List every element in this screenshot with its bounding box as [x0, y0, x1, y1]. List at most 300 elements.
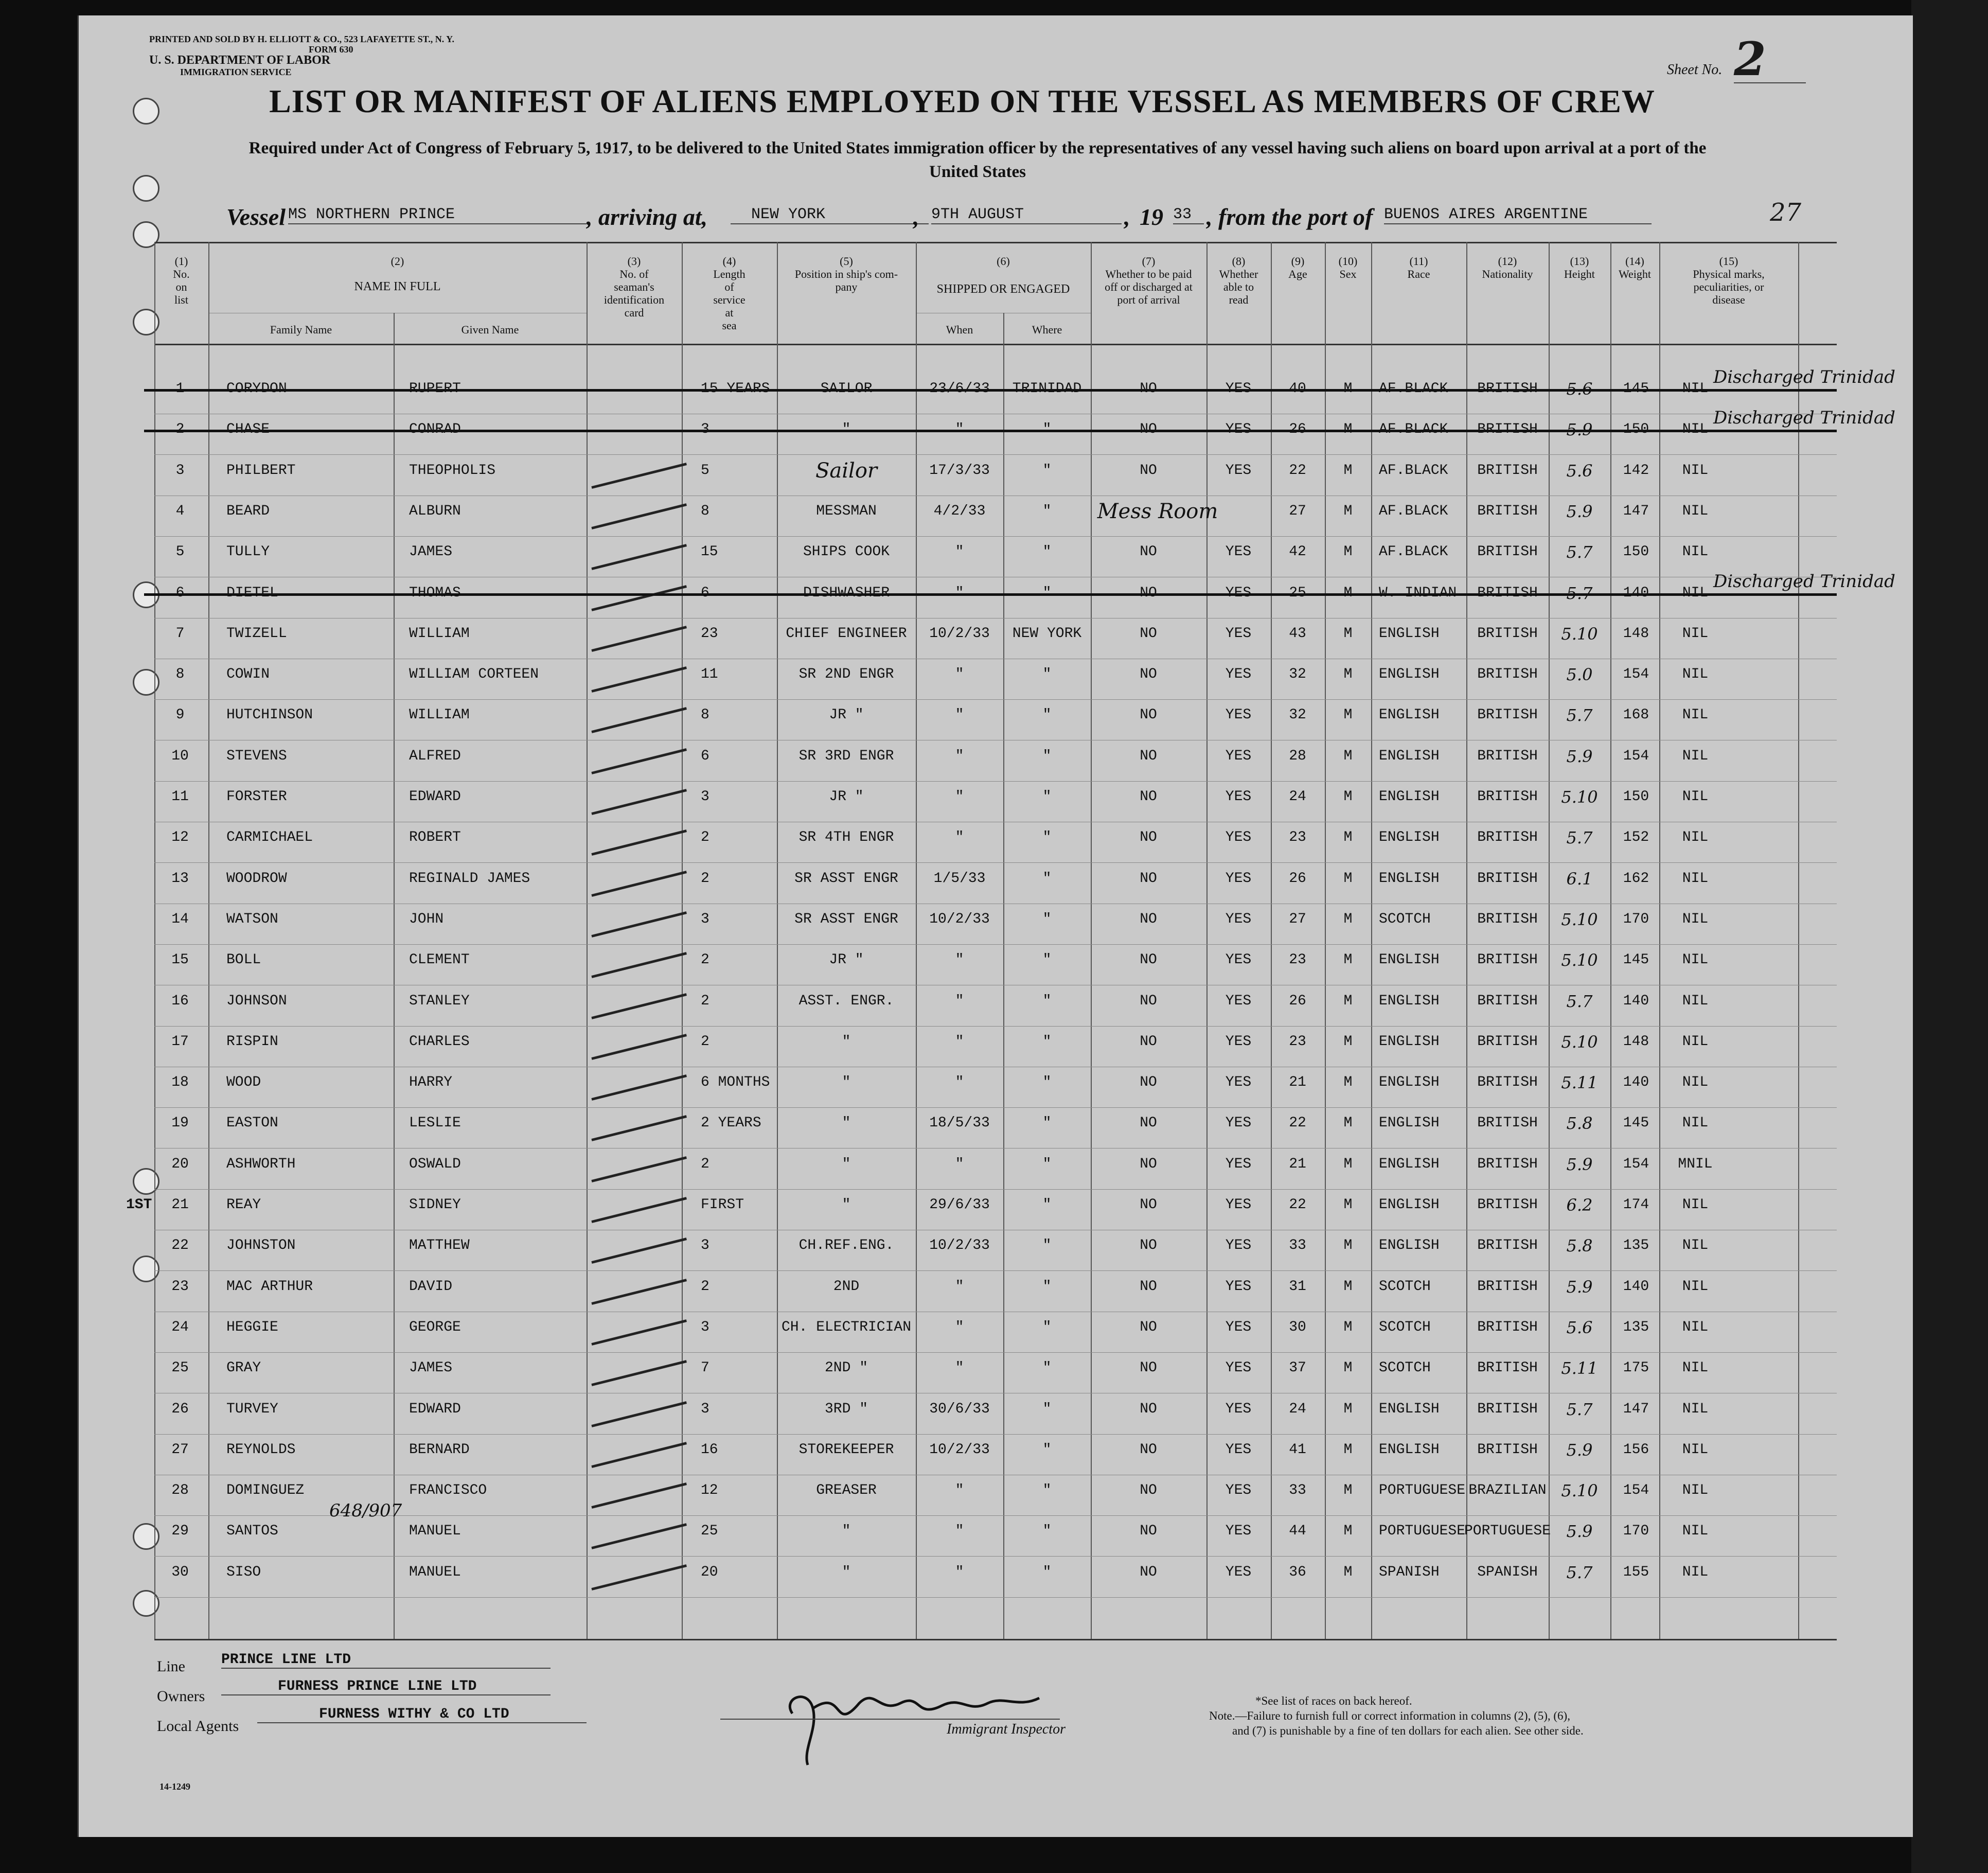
cell-given-name: EDWARD [409, 789, 461, 805]
row-rule [154, 1270, 1837, 1271]
cell-no: 12 [171, 829, 189, 845]
cell-weight: 147 [1623, 503, 1649, 519]
cell-paid-off: NO [1140, 789, 1157, 805]
cell-race: ENGLISH [1379, 1197, 1440, 1213]
cell-family-name: ASHWORTH [226, 1156, 296, 1172]
cell-given-name: REGINALD JAMES [409, 871, 530, 887]
cell-where: " [1042, 1401, 1052, 1417]
row-rule [154, 1434, 1837, 1435]
cell-when: " [955, 993, 964, 1009]
cell-nationality: BRITISH [1477, 626, 1538, 642]
cell-service: 25 [701, 1523, 718, 1539]
cell-marks: NIL [1682, 952, 1709, 968]
cell-race: PORTUGUESE [1379, 1482, 1466, 1498]
cell-when: 10/2/33 [929, 626, 990, 642]
cell-nationality: BRITISH [1477, 1401, 1538, 1417]
cell-given-name: STANLEY [409, 993, 470, 1009]
cell-where: " [1042, 911, 1052, 927]
cell-no: 20 [171, 1156, 189, 1172]
cell-service: 6 [701, 748, 709, 764]
cell-when: " [955, 789, 964, 805]
col-header-paid-off: (7) Whether to be paid off or discharged at port of arrival [1105, 255, 1193, 306]
cell-paid-off: NO [1140, 829, 1157, 845]
cell-height: 5.9 [1566, 1277, 1593, 1297]
cell-race: ENGLISH [1379, 993, 1440, 1009]
cell-sex: M [1343, 1279, 1353, 1295]
cell-race: ENGLISH [1379, 1156, 1440, 1172]
cell-no: 26 [171, 1401, 189, 1417]
department-label: U. S. DEPARTMENT OF LABOR [149, 54, 331, 67]
cell-given-name: WILLIAM CORTEEN [409, 666, 539, 682]
cell-sex: M [1343, 748, 1353, 764]
cell-weight: 170 [1623, 1523, 1649, 1539]
column-rule [587, 242, 588, 1639]
cell-nationality: BRITISH [1477, 829, 1538, 845]
cell-marks: NIL [1682, 1074, 1709, 1090]
row-rule [154, 618, 1837, 619]
cell-paid-off: NO [1140, 707, 1157, 723]
cell-where: " [1042, 544, 1052, 560]
cell-weight: 140 [1623, 1074, 1649, 1090]
cell-given-name: OSWALD [409, 1156, 461, 1172]
cell-paid-off: NO [1140, 871, 1157, 887]
row-rule [154, 1026, 1837, 1027]
cell-position: SR 2ND ENGR [798, 666, 894, 682]
cell-no: 10 [171, 748, 189, 764]
cell-sex: M [1343, 503, 1353, 519]
cell-weight: 150 [1623, 789, 1649, 805]
cell-given-name: HARRY [409, 1074, 453, 1090]
cell-given-name: MATTHEW [409, 1238, 470, 1253]
scan-edge [1911, 0, 1988, 1873]
cell-paid-off: NO [1140, 1564, 1157, 1580]
cell-family-name: PHILBERT [226, 463, 296, 479]
cell-nationality: SPANISH [1477, 1564, 1538, 1580]
cell-family-name: BOLL [226, 952, 261, 968]
cell-family-name: BEARD [226, 503, 270, 519]
cell-position: " [842, 1156, 851, 1172]
cell-service: 5 [701, 463, 709, 479]
cell-read: YES [1225, 1034, 1252, 1050]
col-header-race: (11) Race [1407, 255, 1430, 280]
binder-hole [133, 669, 159, 696]
cell-where: " [1042, 1238, 1052, 1253]
cell-height: 6.1 [1566, 869, 1593, 889]
cell-family-name: JOHNSTON [226, 1238, 296, 1253]
cell-service: 23 [701, 626, 718, 642]
cell-paid-off: NO [1140, 1360, 1157, 1376]
cell-paid-off: NO [1140, 1115, 1157, 1131]
cell-sex: M [1343, 829, 1353, 845]
cell-position: JR " [829, 789, 864, 805]
cell-age: 33 [1289, 1482, 1306, 1498]
departure-port: BUENOS AIRES ARGENTINE [1384, 206, 1652, 224]
cell-sex: M [1343, 1238, 1353, 1253]
cell-when: " [955, 829, 964, 845]
cell-height: 5.7 [1566, 542, 1593, 562]
cell-position: SR 4TH ENGR [798, 829, 894, 845]
vessel-label: Vessel [226, 204, 286, 230]
discharge-remark: Discharged Trinidad [1713, 571, 1895, 592]
cell-paid-off: NO [1140, 1197, 1157, 1213]
cell-no: 13 [171, 871, 189, 887]
cell-marks: NIL [1682, 1482, 1709, 1498]
cell-sex: M [1343, 1156, 1353, 1172]
cell-position: JR " [829, 707, 864, 723]
cell-age: 24 [1289, 789, 1306, 805]
col-header-nationality: (12) Nationality [1482, 255, 1533, 280]
table-header-rule [154, 344, 1837, 345]
arrival-port: NEW YORK [731, 206, 929, 224]
cell-service: 16 [701, 1442, 718, 1458]
cell-position: SR 3RD ENGR [798, 748, 894, 764]
cell-where: " [1042, 1074, 1052, 1090]
column-rule [1091, 242, 1092, 1639]
cell-given-name: ROBERT [409, 829, 461, 845]
cell-nationality: BRITISH [1477, 463, 1538, 479]
cell-weight: 152 [1623, 829, 1649, 845]
cell-nationality: BRITISH [1477, 707, 1538, 723]
cell-paid-off: NO [1140, 1034, 1157, 1050]
cell-marks: NIL [1682, 829, 1709, 845]
handwritten-note: 648/907 [329, 1500, 402, 1521]
cell-race: AF.BLACK [1379, 544, 1448, 560]
binder-hole [133, 1523, 159, 1550]
cell-position: SHIPS COOK [803, 544, 890, 560]
row-rule [154, 699, 1837, 700]
cell-no: 14 [171, 911, 189, 927]
line-value: PRINCE LINE LTD [221, 1652, 551, 1669]
cell-marks: NIL [1682, 993, 1709, 1009]
cell-service: 12 [701, 1482, 718, 1498]
cell-family-name: REYNOLDS [226, 1442, 296, 1458]
cell-service: 8 [701, 503, 709, 519]
cell-sex: M [1343, 1564, 1353, 1580]
cell-nationality: BRITISH [1477, 1238, 1538, 1253]
cell-service: 3 [701, 1401, 709, 1417]
cell-no: 15 [171, 952, 189, 968]
cell-family-name: MAC ARTHUR [226, 1279, 313, 1295]
cell-when: 29/6/33 [929, 1197, 990, 1213]
col-header-service: (4) Length of service at sea [713, 255, 745, 332]
cell-service: 3 [701, 1238, 709, 1253]
cell-nationality: BRITISH [1477, 544, 1538, 560]
cell-read: YES [1225, 707, 1252, 723]
cell-read: YES [1225, 626, 1252, 642]
cell-age: 33 [1289, 1238, 1306, 1253]
cell-family-name: JOHNSON [226, 993, 287, 1009]
cell-read: YES [1225, 1360, 1252, 1376]
cell-read: YES [1225, 1442, 1252, 1458]
cell-weight: 162 [1623, 871, 1649, 887]
year-value: 33 [1173, 206, 1204, 224]
cell-race: SPANISH [1379, 1564, 1440, 1580]
col-header-sex: (10) Sex [1338, 255, 1358, 280]
cell-paid-off: NO [1140, 911, 1157, 927]
cell-where: " [1042, 1442, 1052, 1458]
cell-weight: 145 [1623, 952, 1649, 968]
cell-when: 10/2/33 [929, 911, 990, 927]
cell-given-name: GEORGE [409, 1319, 461, 1335]
cell-where: " [1042, 1197, 1052, 1213]
cell-age: 30 [1289, 1319, 1306, 1335]
cell-sex: M [1343, 463, 1353, 479]
col-header-family: Family Name [270, 323, 332, 336]
row-rule [154, 1352, 1837, 1353]
cell-age: 27 [1289, 503, 1306, 519]
cell-age: 23 [1289, 1034, 1306, 1050]
cell-nationality: BRITISH [1477, 789, 1538, 805]
cell-where: " [1042, 707, 1052, 723]
cell-height: 6.2 [1566, 1195, 1593, 1215]
cell-family-name: SISO [226, 1564, 261, 1580]
cell-position: 2ND [833, 1279, 860, 1295]
cell-weight: 154 [1623, 666, 1649, 682]
cell-when: " [955, 1279, 964, 1295]
column-rule [916, 242, 917, 1639]
cell-nationality: BRITISH [1477, 503, 1538, 519]
cell-marks: NIL [1682, 1523, 1709, 1539]
cell-read: YES [1225, 1523, 1252, 1539]
cell-age: 23 [1289, 952, 1306, 968]
cell-where: " [1042, 1115, 1052, 1131]
cell-height: 5.7 [1566, 705, 1593, 725]
cell-race: ENGLISH [1379, 1034, 1440, 1050]
binder-hole [133, 221, 159, 248]
cell-sex: M [1343, 871, 1353, 887]
line-label: Line [157, 1658, 185, 1675]
cell-weight: 135 [1623, 1319, 1649, 1335]
cell-where: " [1042, 463, 1052, 479]
cell-where: " [1042, 952, 1052, 968]
cell-age: 24 [1289, 1401, 1306, 1417]
row-rule [154, 454, 1837, 455]
col-header-name: NAME IN FULL [354, 280, 441, 293]
page-title: LIST OR MANIFEST OF ALIENS EMPLOYED ON THE VESSEL AS MEMBERS OF CREW [269, 83, 1655, 119]
cell-sex: M [1343, 993, 1353, 1009]
cell-nationality: BRITISH [1477, 1360, 1538, 1376]
cell-family-name: SANTOS [226, 1523, 278, 1539]
cell-read: YES [1225, 1238, 1252, 1253]
cell-where: " [1042, 1156, 1052, 1172]
table-bottom-rule [154, 1639, 1837, 1640]
cell-age: 23 [1289, 829, 1306, 845]
cell-no: 19 [171, 1115, 189, 1131]
cell-marks: NIL [1682, 911, 1709, 927]
cell-age: 22 [1289, 1197, 1306, 1213]
cell-weight: 154 [1623, 1482, 1649, 1498]
cell-paid-off: NO [1140, 666, 1157, 682]
cell-position: " [842, 1115, 851, 1131]
cell-race: SCOTCH [1379, 1360, 1431, 1376]
cell-marks: NIL [1682, 1115, 1709, 1131]
col-header-marks: (15) Physical marks, peculiarities, or disease [1693, 255, 1765, 306]
cell-given-name: ALBURN [409, 503, 461, 519]
column-rule [208, 242, 209, 1639]
binder-hole [133, 1590, 159, 1617]
cell-position: 3RD " [824, 1401, 868, 1417]
cell-marks: NIL [1682, 789, 1709, 805]
cell-age: 37 [1289, 1360, 1306, 1376]
cell-marks: NIL [1682, 1034, 1709, 1050]
cell-race: ENGLISH [1379, 952, 1440, 968]
cell-when: 4/2/33 [933, 503, 986, 519]
row-rule [154, 1107, 1837, 1108]
cell-paid-off: NO [1140, 1279, 1157, 1295]
hand-page-number: 27 [1770, 198, 1802, 227]
cell-service: 6 MONTHS [701, 1074, 770, 1090]
cell-race: ENGLISH [1379, 1238, 1440, 1253]
cell-height: 5.10 [1561, 787, 1598, 807]
cell-race: ENGLISH [1379, 1401, 1440, 1417]
cell-read: YES [1225, 993, 1252, 1009]
cell-paid-off: NO [1140, 1156, 1157, 1172]
cell-nationality: BRITISH [1477, 911, 1538, 927]
binder-hole [133, 175, 159, 202]
cell-service: 2 [701, 871, 709, 887]
cell-where: " [1042, 1360, 1052, 1376]
cell-no: 22 [171, 1238, 189, 1253]
cell-where: " [1042, 1279, 1052, 1295]
cell-service: 3 [701, 911, 709, 927]
cell-weight: 148 [1623, 1034, 1649, 1050]
cell-race: AF.BLACK [1379, 463, 1448, 479]
cell-height: 5.0 [1566, 665, 1593, 684]
cell-read: YES [1225, 1319, 1252, 1335]
cell-when: " [955, 1074, 964, 1090]
cell-age: 32 [1289, 707, 1306, 723]
cell-nationality: BRITISH [1477, 1197, 1538, 1213]
cell-no: 29 [171, 1523, 189, 1539]
cell-sex: M [1343, 1360, 1353, 1376]
cell-service: 2 [701, 952, 709, 968]
table-top-rule [154, 242, 1837, 243]
margin-note: 1ST [126, 1197, 152, 1213]
cell-race: ENGLISH [1379, 871, 1440, 887]
cell-weight: 154 [1623, 748, 1649, 764]
cell-position: STOREKEEPER [798, 1442, 894, 1458]
cell-no: 11 [171, 789, 189, 805]
cell-position: ASST. ENGR. [798, 993, 894, 1009]
cell-no: 24 [171, 1319, 189, 1335]
vessel-name: MS NORTHERN PRINCE [288, 206, 587, 224]
cell-when: " [955, 1523, 964, 1539]
cell-paid-off: NO [1140, 1482, 1157, 1498]
cell-nationality: BRAZILIAN [1468, 1482, 1547, 1498]
comma: , [1124, 204, 1130, 230]
discharge-remark: Discharged Trinidad [1713, 408, 1895, 428]
strike-through [144, 389, 1837, 392]
binder-hole [133, 98, 159, 125]
cell-position: MESSMAN [816, 503, 877, 519]
cell-no: 27 [171, 1442, 189, 1458]
cell-when: 10/2/33 [929, 1238, 990, 1253]
cell-age: 21 [1289, 1156, 1306, 1172]
cell-when: " [955, 1319, 964, 1335]
cell-family-name: WATSON [226, 911, 278, 927]
strike-through [144, 430, 1837, 432]
cell-no: 28 [171, 1482, 189, 1498]
cell-read: YES [1225, 1482, 1252, 1498]
cell-weight: 174 [1623, 1197, 1649, 1213]
cell-nationality: PORTUGUESE [1464, 1523, 1551, 1539]
cell-position: CH. ELECTRICIAN [781, 1319, 912, 1335]
cell-family-name: COWIN [226, 666, 270, 682]
cell-marks: MNIL [1678, 1156, 1713, 1172]
cell-service: FIRST [701, 1197, 744, 1213]
cell-age: 43 [1289, 626, 1306, 642]
printer-line: PRINTED AND SOLD BY H. ELLIOTT & CO., 523 LAFAYETTE ST., N. Y. [149, 34, 454, 44]
cell-family-name: DOMINGUEZ [226, 1482, 305, 1498]
cell-position: " [842, 1523, 851, 1539]
cell-read: YES [1225, 463, 1252, 479]
cell-when: 1/5/33 [933, 871, 986, 887]
cell-age: 26 [1289, 993, 1306, 1009]
cell-read: YES [1225, 1279, 1252, 1295]
cell-where: " [1042, 871, 1052, 887]
cell-position: JR " [829, 952, 864, 968]
column-rule [682, 242, 683, 1639]
cell-paid-off: NO [1140, 1238, 1157, 1253]
cell-when: " [955, 544, 964, 560]
cell-marks: NIL [1682, 1238, 1709, 1253]
cell-age: 41 [1289, 1442, 1306, 1458]
cell-when: " [955, 1360, 964, 1376]
cell-nationality: BRITISH [1477, 1279, 1538, 1295]
cell-position: GREASER [816, 1482, 877, 1498]
cell-service: 2 [701, 829, 709, 845]
cell-no: 17 [171, 1034, 189, 1050]
cell-where: " [1042, 503, 1052, 519]
owners-value: FURNESS PRINCE LINE LTD [221, 1678, 551, 1695]
col-header-engaged-num: (6) [997, 255, 1010, 268]
cell-sex: M [1343, 707, 1353, 723]
cell-marks: NIL [1682, 544, 1709, 560]
cell-where: " [1042, 1482, 1052, 1498]
binder-hole [133, 309, 159, 335]
column-rule [1325, 242, 1326, 1639]
cell-when: 30/6/33 [929, 1401, 990, 1417]
cell-marks: NIL [1682, 463, 1709, 479]
form-code: 14-1249 [159, 1781, 190, 1792]
cell-weight: 135 [1623, 1238, 1649, 1253]
cell-position: 2ND " [824, 1360, 868, 1376]
column-rule [394, 313, 395, 1639]
cell-marks: NIL [1682, 1279, 1709, 1295]
service-label: IMMIGRATION SERVICE [180, 67, 292, 77]
cell-read: YES [1225, 1564, 1252, 1580]
cell-height: 5.9 [1566, 1155, 1593, 1174]
cell-height: 5.10 [1561, 910, 1598, 929]
cell-race: SCOTCH [1379, 1279, 1431, 1295]
cell-marks: NIL [1682, 503, 1709, 519]
sheet-no-label: Sheet No. [1667, 62, 1723, 78]
cell-sex: M [1343, 544, 1353, 560]
cell-marks: NIL [1682, 707, 1709, 723]
cell-where: " [1042, 1034, 1052, 1050]
cell-weight: 155 [1623, 1564, 1649, 1580]
cell-given-name: LESLIE [409, 1115, 461, 1131]
cell-where: " [1042, 789, 1052, 805]
column-rule [1003, 313, 1004, 1639]
cell-race: SCOTCH [1379, 1319, 1431, 1335]
cell-family-name: WOOD [226, 1074, 261, 1090]
cell-nationality: BRITISH [1477, 1442, 1538, 1458]
row-rule [154, 536, 1837, 537]
column-rule [1798, 242, 1799, 1639]
cell-position: " [842, 1034, 851, 1050]
row-rule [154, 944, 1837, 945]
